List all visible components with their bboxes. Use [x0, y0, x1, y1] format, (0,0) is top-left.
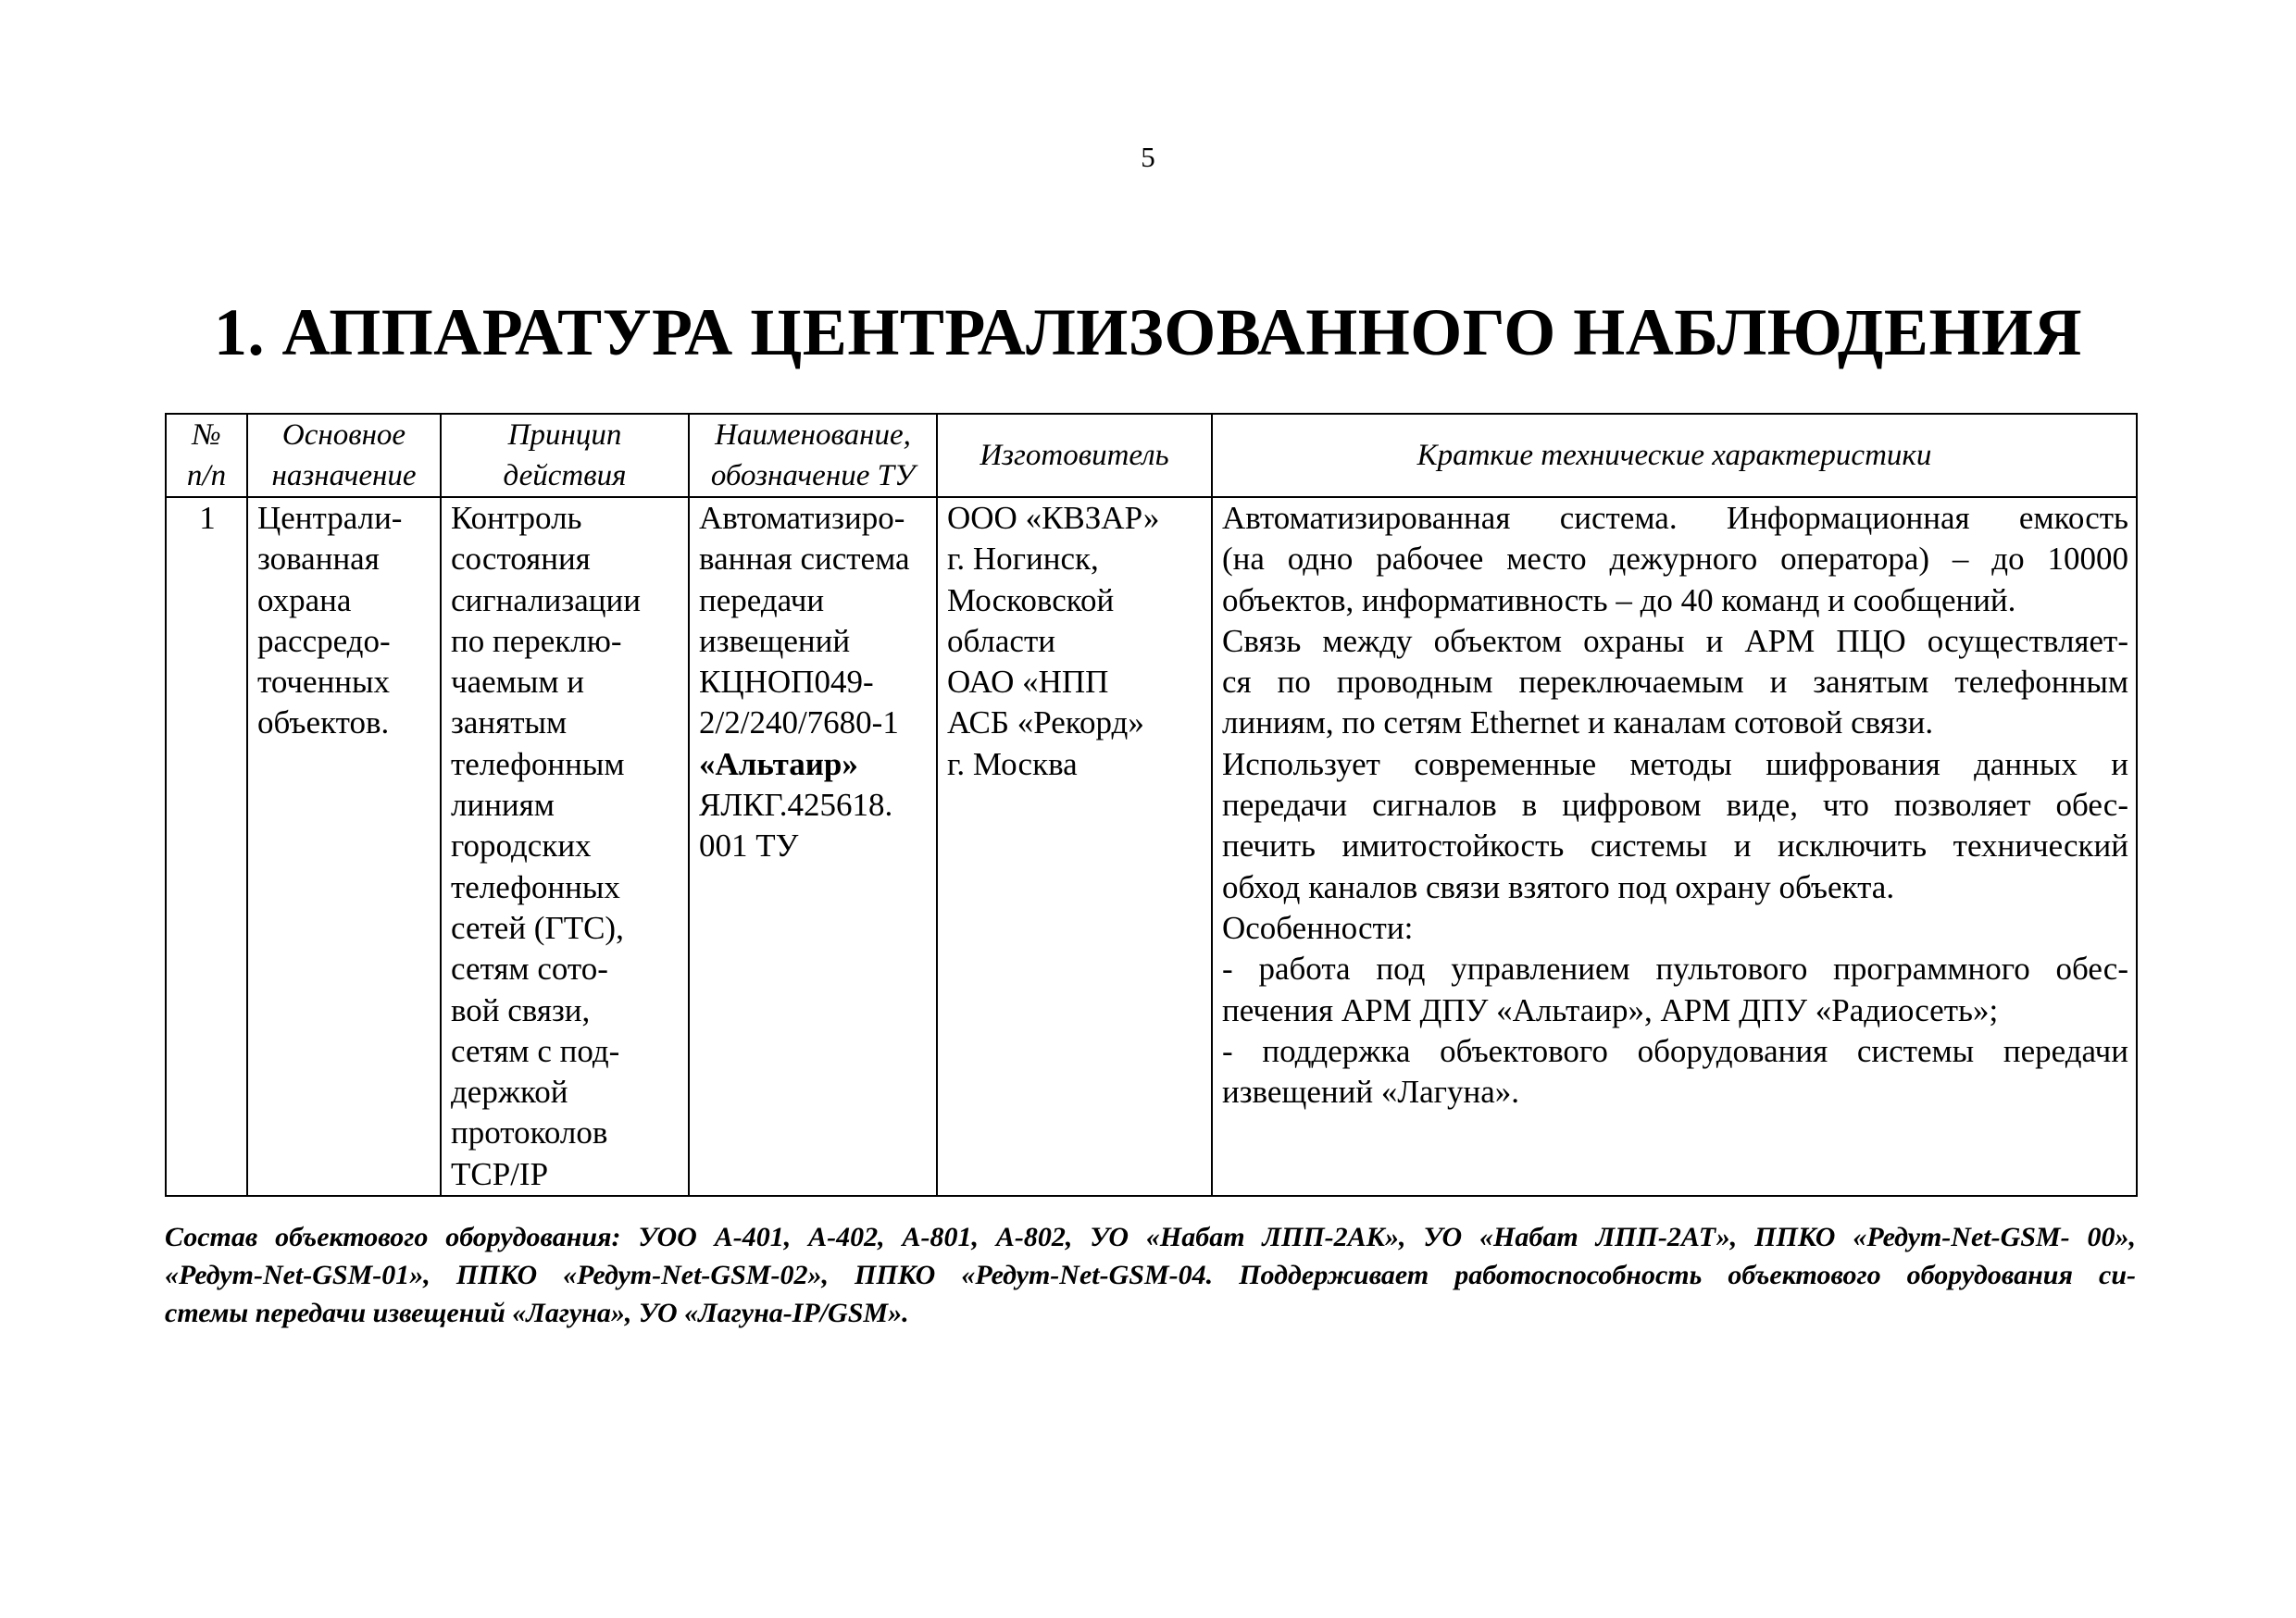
specs-feature-line: - работа под управлением пультового программного обес-: [1222, 951, 2128, 988]
purpose-line: рассредо-: [257, 622, 391, 659]
cell-purpose: [247, 497, 441, 1196]
specs-line: передачи сигналов в цифровом виде, что позволяет обес-: [1222, 787, 2128, 824]
specs-line: объектов, информативность – до 40 команд и сообщений.: [1222, 581, 2016, 618]
name-line: ванная система: [699, 541, 910, 578]
principle-line: вой связи,: [451, 991, 591, 1028]
header-specs: [1212, 414, 2137, 497]
header-number: [166, 414, 247, 497]
principle-line: протоколов: [451, 1114, 608, 1151]
purpose-line: Централи-: [257, 500, 403, 536]
specs-line: печить имитостойкость системы и исключить технический: [1222, 828, 2128, 865]
header-principle: [441, 414, 689, 497]
header-principle-line1: Принцип: [507, 418, 622, 452]
equipment-footnote: [165, 1218, 2136, 1332]
maker-line: АСБ «Рекорд»: [947, 704, 1144, 741]
name-line: передачи: [699, 581, 825, 618]
principle-line: телефонных: [451, 868, 620, 905]
product-name: «Альтаир»: [699, 745, 858, 782]
name-line: извещений: [699, 622, 851, 659]
footnote-line: Состав объектового оборудования: УОО А-401, А-402, А-801, А-802, УО «Набат ЛПП-2АК», УО «Набат ЛПП-2АТ», ППКО «Редут-Net-GSM- 00»,: [165, 1222, 2136, 1252]
principle-line: сигнализации: [451, 581, 641, 618]
maker-line: г. Ногинск,: [947, 541, 1099, 578]
specs-feature-line: печения АРМ ДПУ «Альтаир», АРМ ДПУ «Радиосеть»;: [1222, 991, 1999, 1028]
cell-specs: [1212, 497, 2137, 1196]
cell-maker: [937, 497, 1212, 1196]
header-specs-text: Краткие технические характеристики: [1416, 439, 1932, 472]
cell-number: [166, 497, 247, 1196]
principle-line: сетей (ГТС),: [451, 909, 624, 946]
principle-line: держкой: [451, 1074, 568, 1111]
page-title: 1. АППАРАТУРА ЦЕНТРАЛИЗОВАННОГО НАБЛЮДЕНИЯ: [214, 295, 2082, 369]
header-maker-text: Изготовитель: [980, 439, 1169, 472]
footnote-line: «Редут-Net-GSM-01», ППКО «Редут-Net-GSM-02», ППКО «Редут-Net-GSM-04. Поддерживает работоспособность объектового оборудования си-: [165, 1260, 2136, 1290]
name-line: Автоматизиро-: [699, 500, 905, 536]
header-name: [689, 414, 937, 497]
specs-line: (на одно рабочее место дежурного оператора) – до 10000: [1222, 541, 2128, 578]
principle-line: Контроль: [451, 500, 582, 536]
row-number: 1: [199, 500, 216, 536]
header-number-line1: №: [192, 418, 221, 452]
header-principle-line2: действия: [503, 459, 627, 492]
purpose-line: зованная: [257, 541, 380, 578]
principle-line: линиям: [451, 787, 555, 824]
specs-line: Использует современные методы шифрования данных и: [1222, 745, 2128, 782]
specs-features-label: Особенности:: [1222, 909, 1414, 946]
maker-line: области: [947, 622, 1055, 659]
name-line: 001 ТУ: [699, 828, 799, 865]
header-number-line2: п/п: [186, 459, 227, 492]
maker-line: ООО «КВЗАР»: [947, 500, 1160, 536]
cell-principle: [441, 497, 689, 1196]
footnote-line: стемы передачи извещений «Лагуна», УО «Лагуна-IP/GSM».: [165, 1298, 909, 1328]
principle-line: чаемым и: [451, 664, 584, 701]
name-line: 2/2/240/7680-1: [699, 704, 899, 741]
header-maker: [937, 414, 1212, 497]
specs-line: Автоматизированная система. Информационная емкость: [1222, 500, 2128, 536]
specs-line: Связь между объектом охраны и АРМ ПЦО осуществляет-: [1222, 622, 2128, 659]
principle-line: TCP/IP: [451, 1155, 549, 1192]
name-line: КЦНОП049-: [699, 664, 874, 701]
header-purpose-line2: назначение: [271, 459, 417, 492]
maker-line: г. Москва: [947, 745, 1078, 782]
maker-line: ОАО «НПП: [947, 664, 1109, 701]
equipment-table: [165, 413, 2138, 1197]
specs-line: линиям, по сетям Ethernet и каналам сотовой связи.: [1222, 704, 1934, 741]
purpose-line: охрана: [257, 581, 352, 618]
specs-line: ся по проводным переключаемым и занятым телефонным: [1222, 664, 2128, 701]
maker-line: Московской: [947, 581, 1115, 618]
table-header-row: [166, 414, 2137, 497]
name-line: ЯЛКГ.425618.: [699, 787, 893, 824]
specs-line: обход каналов связи взятого под охрану объекта.: [1222, 868, 1895, 905]
principle-line: сетям сото-: [451, 951, 608, 988]
header-purpose: [247, 414, 441, 497]
principle-line: телефонным: [451, 745, 625, 782]
principle-line: по переклю-: [451, 622, 622, 659]
cell-name: [689, 497, 937, 1196]
header-name-line1: Наименование,: [715, 418, 911, 452]
header-purpose-line1: Основное: [281, 418, 406, 452]
principle-line: сетям с под-: [451, 1032, 620, 1069]
specs-feature-line: - поддержка объектового оборудования системы передачи: [1222, 1032, 2128, 1069]
table-row: [166, 497, 2137, 1196]
header-name-line2: обозначение ТУ: [710, 459, 916, 492]
specs-feature-line: извещений «Лагуна».: [1222, 1074, 1519, 1111]
purpose-line: объектов.: [257, 704, 390, 741]
principle-line: городских: [451, 828, 592, 865]
page-number: 5: [1141, 141, 1155, 173]
purpose-line: точенных: [257, 664, 391, 701]
principle-line: состояния: [451, 541, 591, 578]
principle-line: занятым: [451, 704, 568, 741]
